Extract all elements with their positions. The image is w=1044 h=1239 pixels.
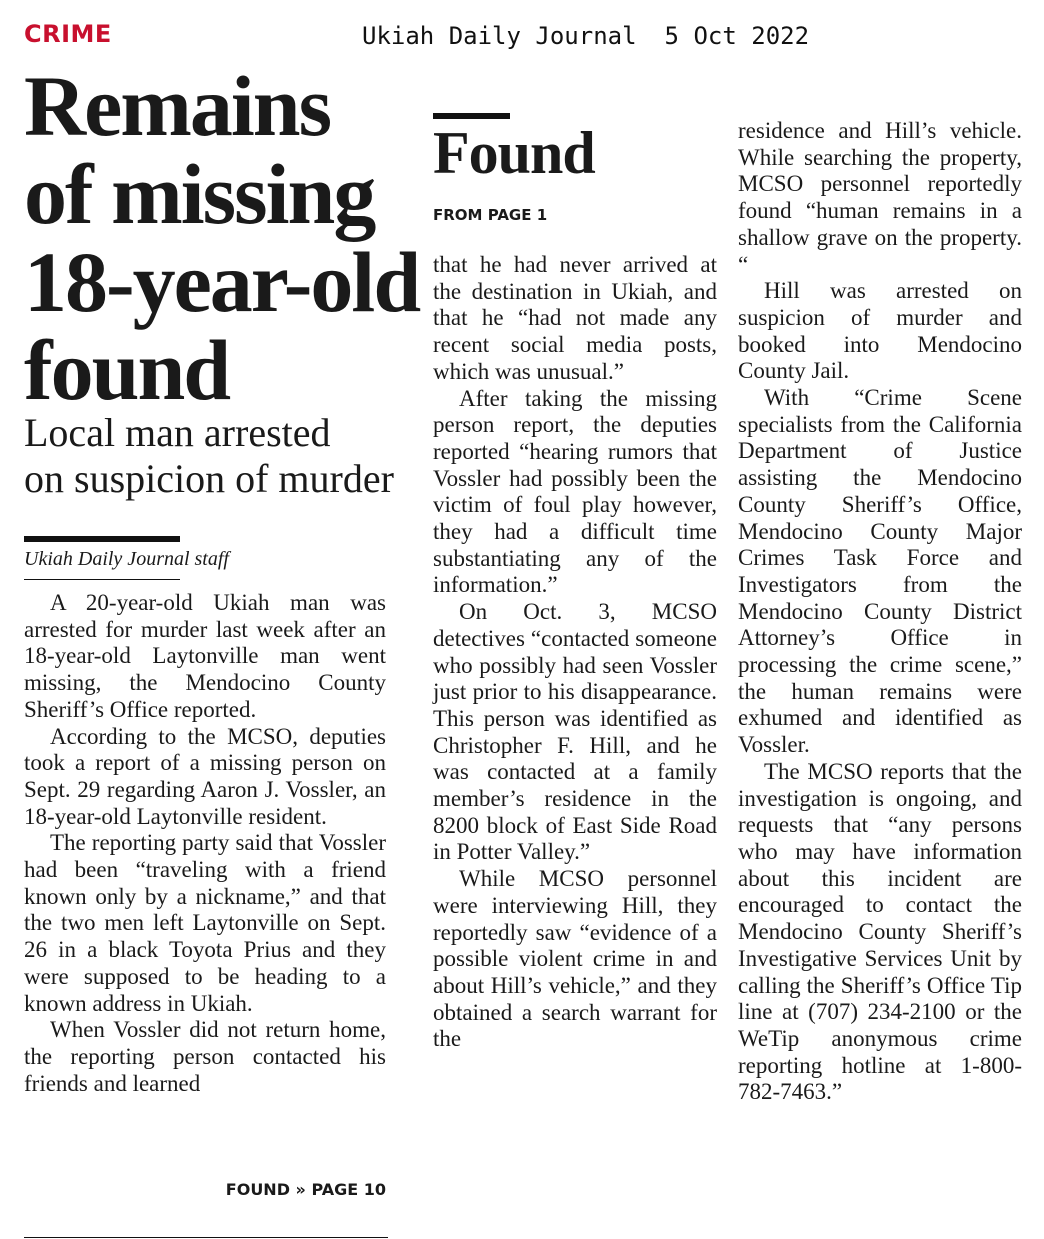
paragraph: On Oct. 3, MCSO detectives “contacted someone who possibly had seen Vossler just prior to his disappearance. This person was identified as Christopher F. Hill, and he was contacted at a family member’s residence in the 8200 block of East Side Road in Potter Valley.” (433, 599, 717, 865)
byline: Ukiah Daily Journal staff (24, 548, 229, 570)
section-label: CRIME (24, 20, 112, 48)
headline-line: found (24, 322, 230, 418)
byline-rule (24, 536, 180, 542)
paragraph: The MCSO reports that the investigation is ongoing, and requests that “any persons who may have information about this incident are encouraged to contact the Mendocino County Sheriff’s Investigative Services Unit by calling the Sheriff’s Office Tip line at (707) 234-2100 or the WeTip anonymous crime reporting hotline at 1-800-782-7463.” (738, 758, 1022, 1105)
bottom-rule (24, 1237, 388, 1238)
paragraph: that he had never arrived at the destination in Ukiah, and that he “had not made any recent social media posts, which was unusual.” (433, 252, 717, 384)
paragraph: According to the MCSO, deputies took a report of a missing person on Sept. 29 regarding Aaron J. Vossler, an 18-year-old Laytonville resident. (24, 723, 386, 829)
from-page-label: FROM PAGE 1 (433, 206, 548, 224)
paper-name: Ukiah Daily Journal (362, 22, 637, 50)
paper-date: 5 Oct 2022 (664, 22, 810, 50)
headline-line: Remains (24, 58, 331, 154)
headline-line: of missing (24, 146, 375, 242)
byline-underline (24, 579, 180, 580)
paragraph: When Vossler did not return home, the reporting person contacted his friends and learned (24, 1017, 386, 1096)
continuation-title: Found (433, 120, 595, 186)
paragraph: While MCSO personnel were interviewing Hill, they reportedly saw “evidence of a possible violent crime in and about Hill’s vehicle,” and they obtained a search warrant for the (433, 866, 717, 1052)
subhead-line: on suspicion of murder (24, 456, 394, 501)
subhead-line: Local man arrested (24, 410, 331, 455)
paragraph: residence and Hill’s vehicle. While searching the property, MCSO personnel reportedly found “human remains in a shallow grave on the property. “ (738, 118, 1022, 277)
article-column-2 (433, 252, 717, 1053)
article-column-3 (738, 118, 1022, 1106)
paragraph: With “Crime Scene specialists from the California Department of Justice assisting the Mendocino County Sheriff’s Office, Mendocino County Major Crimes Task Force and Investigators from the Mendocino County District Attorney’s Office in processing the crime scene,” the human remains were exhumed and identified as Vossler. (738, 385, 1022, 758)
article-column-1 (24, 590, 386, 1097)
paragraph: After taking the missing person report, the deputies reported “hearing rumors that Vossler had possibly been the victim of foul play however, they had a difficult time substantiating any of the information.” (433, 385, 717, 598)
subheadline (24, 410, 404, 502)
headline-line: 18-year-old (24, 234, 420, 330)
paper-info (362, 22, 837, 50)
paragraph: A 20-year-old Ukiah man was arrested for murder last week after an 18-year-old Laytonville man went missing, the Mendocino County Sheriff’s Office reported. (24, 590, 386, 722)
jump-line: FOUND » PAGE 10 (225, 1180, 386, 1199)
headline (24, 58, 420, 418)
paragraph: The reporting party said that Vossler had been “traveling with a friend known only by a nickname,” and that the two men left Laytonville on Sept. 26 in a black Toyota Prius and they were supposed to be heading to a known address in Ukiah. (24, 830, 386, 1016)
paragraph: Hill was arrested on suspicion of murder and booked into Mendocino County Jail. (738, 278, 1022, 384)
